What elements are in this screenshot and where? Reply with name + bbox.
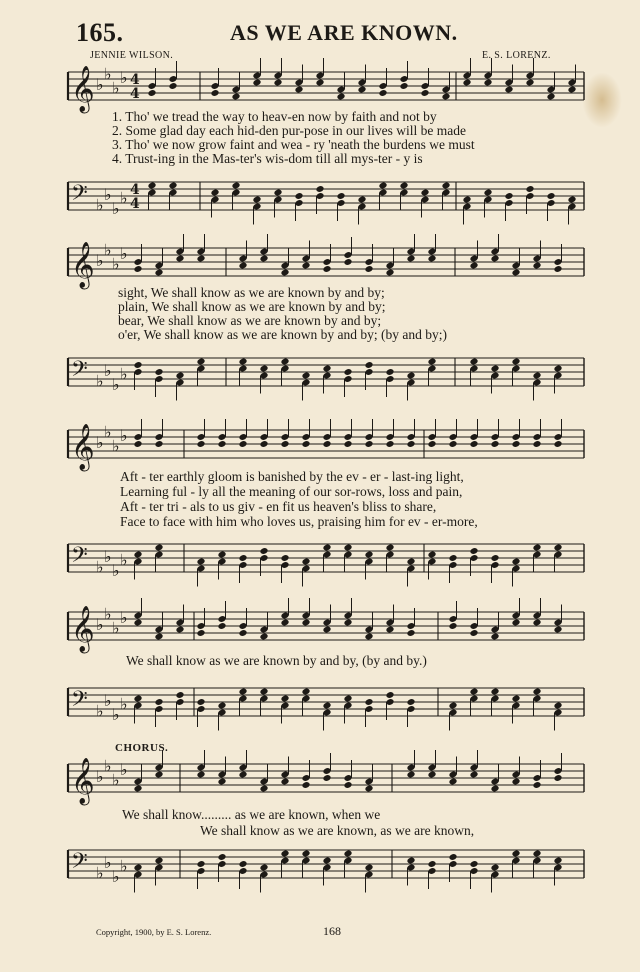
note-chord: [511, 419, 520, 448]
note-chord: [196, 419, 205, 448]
flat-icon: ♭: [96, 251, 104, 270]
flat-icon: ♭: [104, 604, 112, 624]
note-chord: [406, 698, 415, 727]
verse-2-line-3: Learning ful - ly all the meaning of our sor-rows, loss and pain,: [120, 484, 463, 499]
note-chord: [364, 698, 373, 727]
flat-icon: ♭: [112, 436, 120, 456]
verse-1-line-1: 1. Tho' we tread the way to heav-en now by faith and not by: [112, 109, 437, 124]
treble-clef-icon: 𝄞: [71, 424, 95, 470]
system-1-bass-staff: [0, 168, 640, 228]
note-chord: [427, 860, 436, 889]
note-chord: [553, 419, 562, 448]
note-chord: [532, 419, 541, 448]
note-chord: [336, 192, 345, 221]
note-chord: [154, 698, 163, 727]
verse-4-line-3: Face to face with him who loves us, praising him for ev - er-more,: [120, 514, 478, 529]
note-chord: [469, 419, 478, 448]
flat-icon: ♭: [120, 188, 128, 208]
note-chord: [490, 419, 499, 448]
flat-icon: ♭: [104, 64, 112, 84]
flat-icon: ♭: [104, 422, 112, 442]
flat-icon: ♭: [104, 756, 112, 776]
note-chord: [217, 601, 226, 630]
flat-icon: ♭: [104, 547, 112, 566]
treble-clef-icon: 𝄞: [71, 758, 95, 804]
page-number: 168: [323, 924, 341, 938]
flat-icon: ♭: [96, 371, 104, 391]
note-chord: [406, 419, 415, 448]
chorus-label: CHORUS.: [115, 742, 169, 754]
flat-icon: ♭: [104, 361, 112, 380]
flat-icon: ♭: [112, 375, 120, 394]
note-chord: [259, 419, 268, 448]
flat-icon: ♭: [120, 760, 128, 779]
verse-3-line-2: bear, We shall know as we are known by and by;: [118, 313, 382, 328]
note-chord: [399, 61, 408, 90]
note-chord: [238, 554, 247, 583]
system-4-treble-staff: [0, 598, 640, 658]
treble-clef-icon: 𝄞: [71, 606, 95, 652]
flat-icon: ♭: [112, 705, 120, 724]
flat-icon: ♭: [120, 244, 128, 263]
hymn-title: AS WE ARE KNOWN.: [230, 20, 458, 45]
flat-icon: ♭: [120, 426, 128, 445]
verse-1-line-2: sight, We shall know as we are known by and by;: [118, 285, 385, 300]
note-chord: [280, 419, 289, 448]
verse-2-line-2: plain, We shall know as we are known by and by;: [118, 299, 386, 314]
note-chord: [469, 860, 478, 889]
note-chord: [322, 753, 331, 782]
flat-icon: ♭: [96, 767, 104, 786]
verse-1-line-3: Aft - ter earthly gloom is banished by the ev - er - last-ing light,: [120, 469, 464, 484]
flat-icon: ♭: [104, 691, 112, 710]
refrain-line: We shall know as we are known by and by, (by and by.): [126, 653, 427, 668]
note-chord: [168, 61, 177, 90]
note-chord: [343, 368, 352, 397]
flat-icon: ♭: [112, 867, 120, 886]
flat-icon: ♭: [120, 364, 128, 384]
flat-icon: ♭: [112, 199, 120, 218]
note-chord: [546, 192, 555, 221]
chorus-treble-lyric: We shall know......... as we are known, when we: [122, 807, 381, 822]
note-chord: [553, 753, 562, 782]
flat-icon: ♭: [112, 78, 120, 98]
system-3-bass-staff: [0, 530, 640, 590]
flat-icon: ♭: [112, 618, 120, 638]
note-chord: [294, 192, 303, 221]
hymn-composer: E. S. LORENZ.: [482, 50, 551, 61]
flat-icon: ♭: [120, 68, 128, 87]
note-chord: [364, 419, 373, 448]
flat-icon: ♭: [120, 550, 128, 570]
verse-4-line-1: 4. Trust-ing in the Mas-ter's wis-dom till all mys-ter - y is: [112, 151, 423, 166]
note-chord: [238, 860, 247, 889]
note-chord: [504, 192, 513, 221]
bass-clef-icon: 𝄢: [71, 357, 88, 387]
chorus-bass-staff: [0, 836, 640, 896]
verse-2-line-1: 2. Some glad day each hid-den pur-pose in our lives will be made: [112, 123, 467, 138]
note-chord: [385, 419, 394, 448]
flat-icon: ♭: [112, 254, 120, 274]
note-chord: [343, 419, 352, 448]
flat-icon: ♭: [112, 561, 120, 580]
flat-icon: ♭: [104, 853, 112, 872]
time-signature: 4: [130, 86, 140, 102]
flat-icon: ♭: [96, 615, 104, 634]
treble-clef-icon: 𝄞: [71, 242, 95, 288]
treble-clef-icon: 𝄞: [71, 66, 95, 112]
bass-clef-icon: 𝄢: [71, 543, 88, 573]
flat-icon: ♭: [96, 557, 104, 577]
time-signature: 4: [130, 196, 140, 212]
bass-clef-icon: 𝄢: [71, 849, 88, 879]
system-4-bass-staff: [0, 674, 640, 734]
verse-3-line-1: 3. Tho' we now grow faint and wea - ry 'neath the burdens we must: [112, 137, 475, 152]
bass-clef-icon: 𝄢: [71, 181, 88, 211]
hymn-number: 165.: [76, 18, 124, 47]
note-chord: [280, 554, 289, 583]
note-chord: [385, 368, 394, 397]
verse-4-line-2: o'er, We shall know as we are known by and by; (by and by;): [118, 327, 447, 342]
flat-icon: ♭: [120, 694, 128, 714]
note-chord: [196, 860, 205, 889]
flat-icon: ♭: [120, 856, 128, 876]
verse-3-line-3: Aft - ter tri - als to us giv - en fit us heaven's bliss to share,: [120, 499, 437, 514]
note-chord: [427, 419, 436, 448]
note-chord: [301, 419, 310, 448]
flat-icon: ♭: [96, 195, 104, 215]
note-chord: [238, 419, 247, 448]
system-3-treble-staff: [0, 416, 640, 476]
flat-icon: ♭: [120, 608, 128, 627]
time-signature: 4: [130, 72, 140, 88]
flat-icon: ♭: [96, 75, 104, 94]
note-chord: [448, 601, 457, 630]
note-chord: [217, 419, 226, 448]
system-2-bass-staff: [0, 344, 640, 404]
note-chord: [133, 419, 142, 448]
note-chord: [322, 419, 331, 448]
hymn-author: JENNIE WILSON.: [90, 50, 174, 61]
flat-icon: ♭: [104, 185, 112, 204]
chorus-bass-lyric: We shall know as we are known, as we are known,: [200, 823, 475, 838]
note-chord: [154, 368, 163, 397]
time-signature: 4: [130, 182, 140, 198]
bass-clef-icon: 𝄢: [71, 687, 88, 717]
copyright-notice: Copyright, 1900, by E. S. Lorenz.: [96, 927, 212, 937]
flat-icon: ♭: [96, 701, 104, 721]
flat-icon: ♭: [104, 240, 112, 260]
note-chord: [448, 419, 457, 448]
flat-icon: ♭: [96, 863, 104, 883]
note-chord: [448, 554, 457, 583]
note-chord: [343, 237, 352, 266]
flat-icon: ♭: [112, 770, 120, 790]
flat-icon: ♭: [96, 433, 104, 452]
note-chord: [196, 698, 205, 727]
chorus-treble-staff: [0, 750, 640, 810]
note-chord: [490, 554, 499, 583]
note-chord: [154, 419, 163, 448]
